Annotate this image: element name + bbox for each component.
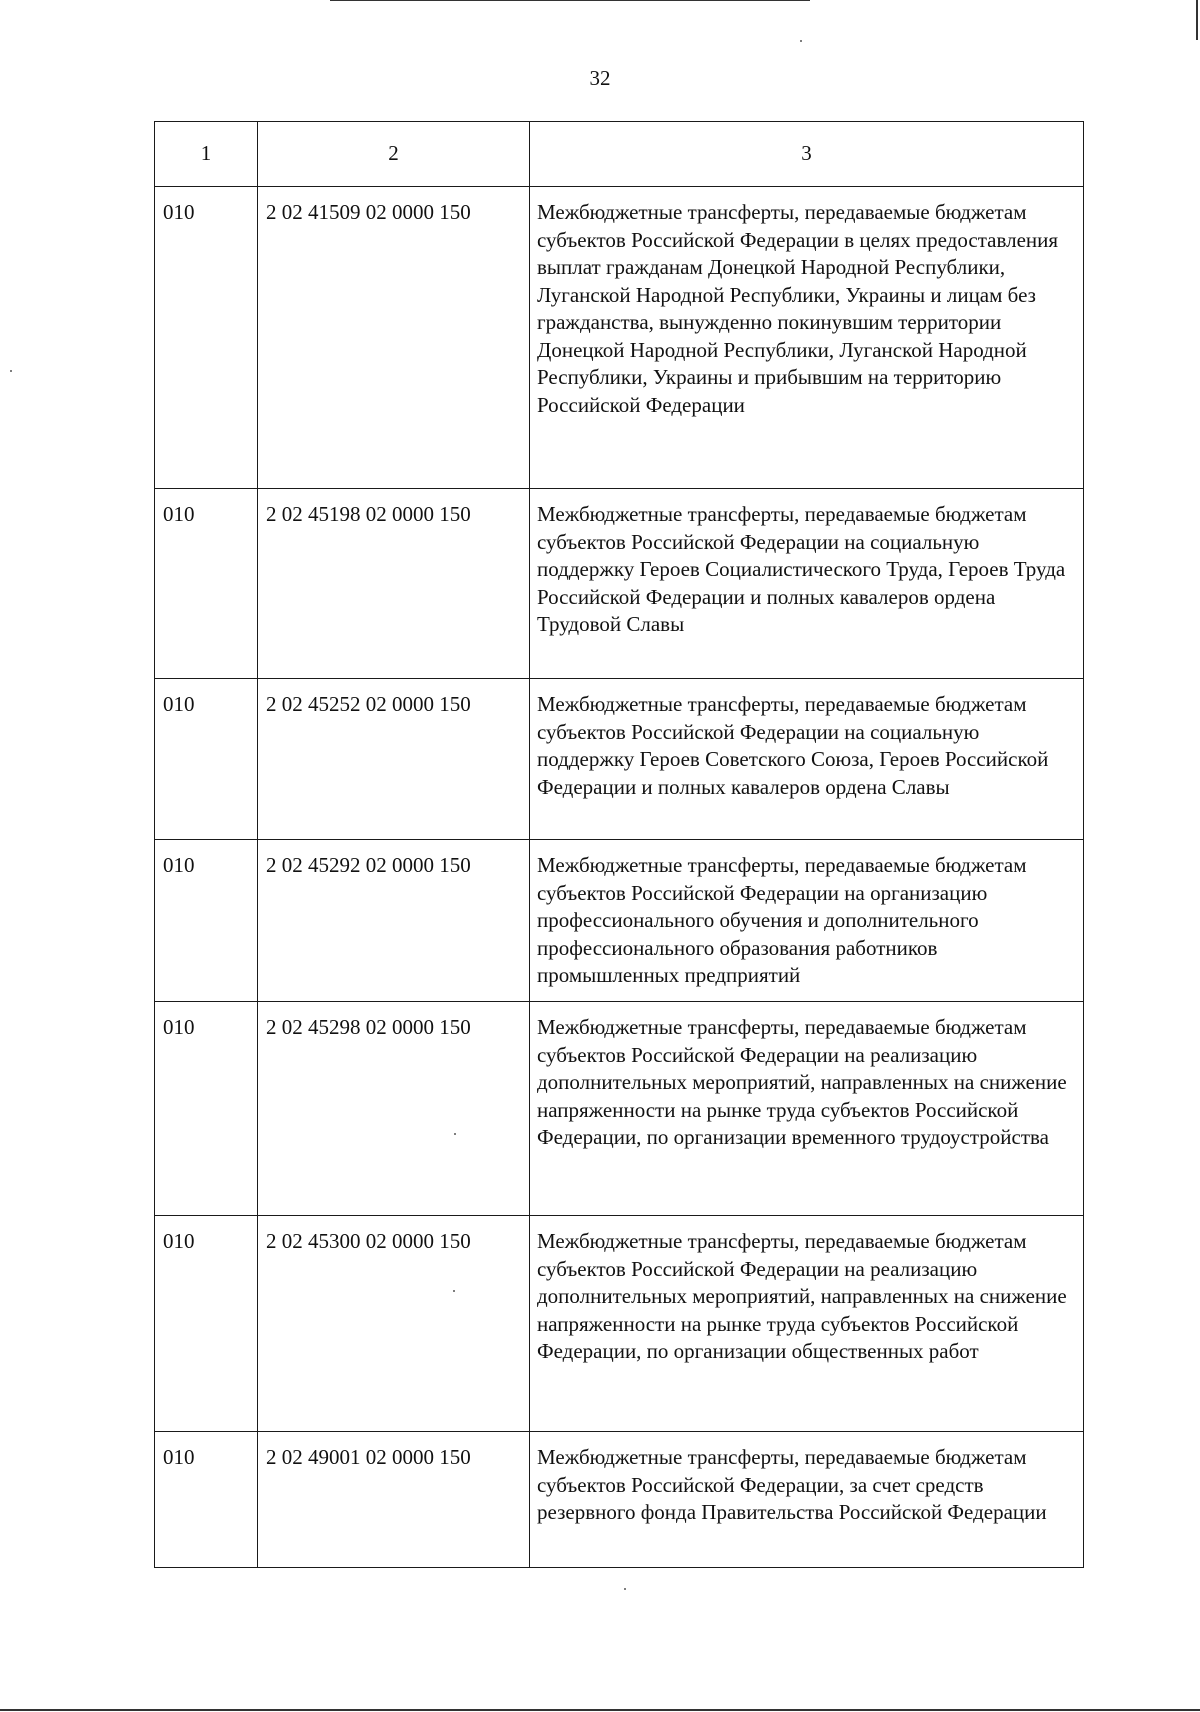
- description-cell: Межбюджетные трансферты, передаваемые бюджетам субъектов Российской Федерации на реализацию дополнительных мероприятий, направленных на снижение напряженности на рынке труда субъектов Российской Федерации, по организации временного трудоустройства: [530, 1002, 1084, 1216]
- admin-code-cell: 010: [155, 1432, 258, 1568]
- table-row: [155, 1216, 1084, 1432]
- admin-code-cell: 010: [155, 1002, 258, 1216]
- column-header-3: 3: [530, 122, 1084, 187]
- admin-code-cell: 010: [155, 489, 258, 679]
- description-cell: Межбюджетные трансферты, передаваемые бюджетам субъектов Российской Федерации на социальную поддержку Героев Социалистического Труда, Героев Труда Российской Федерации и полных кавалеров ордена Трудовой Славы: [530, 489, 1084, 679]
- description-cell: Межбюджетные трансферты, передаваемые бюджетам субъектов Российской Федерации на социальную поддержку Героев Советского Союза, Героев Российской Федерации и полных кавалеров ордена Славы: [530, 679, 1084, 840]
- scan-edge-bottom: [0, 1709, 1200, 1711]
- table-row: [155, 187, 1084, 489]
- table-row: [155, 1002, 1084, 1216]
- admin-code-cell: 010: [155, 840, 258, 1002]
- admin-code-cell: 010: [155, 1216, 258, 1432]
- page-number: 32: [589, 66, 611, 90]
- scan-speck: [624, 1588, 626, 1590]
- table-row: [155, 679, 1084, 840]
- kbk-code-cell: 2 02 49001 02 0000 150: [258, 1432, 530, 1568]
- description-cell: Межбюджетные трансферты, передаваемые бюджетам субъектов Российской Федерации, за счет средств резервного фонда Правительства Российской Федерации: [530, 1432, 1084, 1568]
- column-header-2: 2: [258, 122, 530, 187]
- description-cell: Межбюджетные трансферты, передаваемые бюджетам субъектов Российской Федерации на организацию профессионального обучения и дополнительного профессионального образования работников промышленных предприятий: [530, 840, 1084, 1002]
- kbk-code-cell: 2 02 45298 02 0000 150: [258, 1002, 530, 1216]
- kbk-code-cell: 2 02 45252 02 0000 150: [258, 679, 530, 840]
- kbk-code-cell: 2 02 45300 02 0000 150: [258, 1216, 530, 1432]
- table-row: [155, 840, 1084, 1002]
- revenue-codes-table: [154, 121, 1084, 1568]
- scan-speck: [453, 1290, 455, 1292]
- kbk-code-cell: 2 02 45198 02 0000 150: [258, 489, 530, 679]
- scan-speck: [454, 1133, 456, 1135]
- description-cell: Межбюджетные трансферты, передаваемые бюджетам субъектов Российской Федерации на реализацию дополнительных мероприятий, направленных на снижение напряженности на рынке труда субъектов Российской Федерации, по организации общественных работ: [530, 1216, 1084, 1432]
- table-header-row: [155, 122, 1084, 187]
- scan-edge-right: [1196, 0, 1198, 40]
- kbk-code-cell: 2 02 45292 02 0000 150: [258, 840, 530, 1002]
- admin-code-cell: 010: [155, 187, 258, 489]
- scan-speck: [10, 370, 12, 372]
- column-header-1: 1: [155, 122, 258, 187]
- scan-edge-top: [330, 0, 810, 1]
- kbk-code-cell: 2 02 41509 02 0000 150: [258, 187, 530, 489]
- table-row: [155, 489, 1084, 679]
- admin-code-cell: 010: [155, 679, 258, 840]
- table-row: [155, 1432, 1084, 1568]
- description-cell: Межбюджетные трансферты, передаваемые бюджетам субъектов Российской Федерации в целях предоставления выплат гражданам Донецкой Народной Республики, Луганской Народной Республики, Украины и лицам без гражданства, вынужденно покинувшим территории Донецкой Народной Республики, Луганской Народной Республики, Украины и прибывшим на территорию Российской Федерации: [530, 187, 1084, 489]
- scan-speck: [800, 40, 802, 42]
